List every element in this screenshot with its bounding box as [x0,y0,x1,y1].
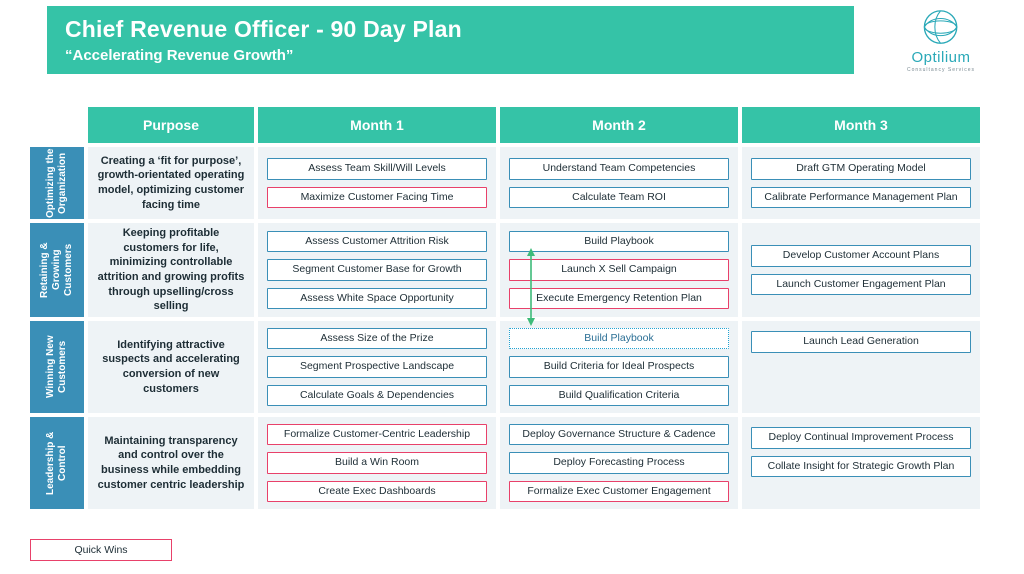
legend-quick-wins [30,539,172,561]
task-pill-quick-win[interactable]: Create Exec Dashboards [267,481,487,503]
month-3-cell [742,321,980,413]
month-2-cell [500,321,738,413]
task-pill-quick-win[interactable]: Formalize Exec Customer Engagement [509,481,729,503]
page-title: Chief Revenue Officer - 90 Day Plan [65,16,462,43]
optilium-globe-icon [912,8,969,48]
column-header-month-1: Month 1 [258,107,496,143]
purpose-cell [88,223,254,317]
month-1-cell [258,147,496,219]
task-pill[interactable]: Calculate Team ROI [509,187,729,209]
month-1-cell [258,417,496,509]
task-pill[interactable]: Deploy Continual Improvement Process [751,427,971,449]
month-2-cell [500,417,738,509]
task-pill-quick-win[interactable]: Build a Win Room [267,452,487,474]
month-3-cell [742,147,980,219]
table-row [30,223,996,317]
header-corner-spacer [30,107,84,143]
task-pill[interactable]: Deploy Forecasting Process [509,452,729,474]
task-pill[interactable]: Launch Lead Generation [751,331,971,353]
plan-matrix [30,107,996,509]
table-row [30,417,996,509]
month-2-cell [500,223,738,317]
task-pill[interactable]: Build Playbook [509,231,729,253]
purpose-cell [88,321,254,413]
task-pill-quick-win[interactable]: Launch X Sell Campaign [509,259,729,281]
logo-wordmark: Optilium [911,49,971,66]
task-pill[interactable]: Segment Customer Base for Growth [267,259,487,281]
purpose-text: Maintaining transparency and control over the business while embedding customer centric leadership [97,434,245,491]
row-label-leadership-and-control: Leadership & Control [30,417,84,509]
task-pill-quick-win[interactable]: Execute Emergency Retention Plan [509,288,729,310]
month-2-cell [500,147,738,219]
company-logo [886,8,996,73]
task-pill[interactable]: Collate Insight for Strategic Growth Plan [751,456,971,478]
logo-tagline: Consultancy Services [906,67,976,73]
task-pill[interactable]: Deploy Governance Structure & Cadence [509,424,729,446]
table-row [30,147,996,219]
task-pill[interactable]: Assess Customer Attrition Risk [267,231,487,253]
page-subtitle: “Accelerating Revenue Growth” [65,46,294,64]
task-pill[interactable]: Assess Team Skill/Will Levels [267,158,487,180]
table-row [30,321,996,413]
purpose-text: Keeping profitable customers for life, minimizing controllable attrition and growing profits through upselling/cross selling [97,227,245,313]
matrix-header-row [30,107,996,143]
column-header-purpose: Purpose [88,107,254,143]
task-pill[interactable]: Calibrate Performance Management Plan [751,187,971,209]
task-pill-quick-win[interactable]: Formalize Customer-Centric Leadership [267,424,487,446]
column-header-month-2: Month 2 [500,107,738,143]
row-label-winning-new-customers: Winning New Customers [30,321,84,413]
purpose-cell [88,147,254,219]
task-pill[interactable]: Understand Team Competencies [509,158,729,180]
purpose-text: Identifying attractive suspects and accelerating conversion of new customers [102,338,240,395]
title-banner [47,6,854,74]
month-3-cell [742,223,980,317]
task-pill[interactable]: Build Criteria for Ideal Prospects [509,356,729,378]
column-header-month-3: Month 3 [742,107,980,143]
task-pill[interactable]: Develop Customer Account Plans [751,245,971,267]
task-pill[interactable]: Launch Customer Engagement Plan [751,274,971,296]
task-pill-quick-win[interactable]: Maximize Customer Facing Time [267,187,487,209]
purpose-cell [88,417,254,509]
row-label-retaining-and-growing-customers: Retaining & Growing Customers [30,223,84,317]
task-pill[interactable]: Build Qualification Criteria [509,385,729,407]
task-pill[interactable]: Calculate Goals & Dependencies [267,385,487,407]
task-pill[interactable]: Assess White Space Opportunity [267,288,487,310]
task-pill-highlighted[interactable]: Build Playbook [509,328,729,350]
month-1-cell [258,321,496,413]
month-1-cell [258,223,496,317]
purpose-text: Creating a ‘fit for purpose’, growth-orientated operating model, optimizing customer facing time [97,154,245,211]
row-label-optimizing-the-organization: Optimizing the Organization [30,147,84,219]
legend-label: Quick Wins [74,544,128,556]
task-pill[interactable]: Assess Size of the Prize [267,328,487,350]
month-3-cell [742,417,980,509]
task-pill[interactable]: Segment Prospective Landscape [267,356,487,378]
task-pill[interactable]: Draft GTM Operating Model [751,158,971,180]
